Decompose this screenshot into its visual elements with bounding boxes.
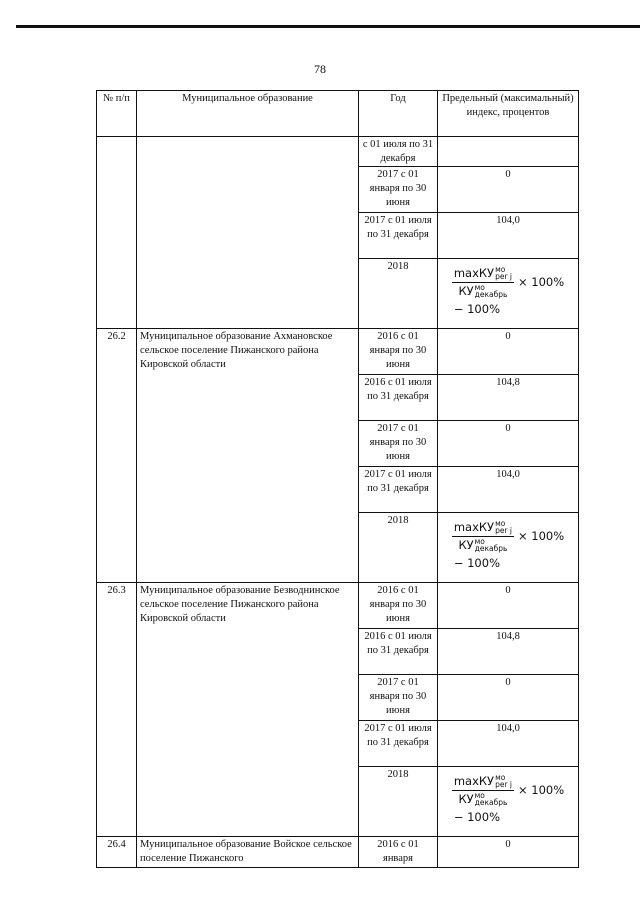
- municipality-name: Муниципальное образование Войское сельское поселение Пижанского: [137, 837, 359, 867]
- entity-number: 26.3: [97, 583, 137, 837]
- top-rule: [16, 25, 640, 28]
- header-num: № п/п: [97, 91, 137, 137]
- index-formula: maxКУ мо per j КУ мо декабрь × 100% − 100%: [453, 773, 565, 825]
- table-row: [97, 137, 579, 167]
- year-cell: 2017 с 01 января по 30 июня: [359, 167, 438, 213]
- index-cell: [438, 767, 579, 837]
- table-row: [97, 837, 579, 867]
- index-cell: 104,0: [438, 213, 579, 259]
- index-cell: 0: [438, 421, 579, 467]
- table-body: [97, 137, 579, 868]
- index-cell: [438, 513, 579, 583]
- index-cell: 0: [438, 675, 579, 721]
- year-cell: 2017 с 01 июля по 31 декабря: [359, 721, 438, 767]
- year-cell: 2016 с 01 июля по 31 декабря: [359, 375, 438, 421]
- header-year: Год: [359, 91, 438, 137]
- year-cell: 2017 с 01 июля по 31 декабря: [359, 213, 438, 259]
- municipality-cell-continued: [137, 137, 359, 329]
- index-table: [96, 90, 579, 868]
- year-cell: 2018: [359, 767, 438, 837]
- year-cell: 2017 с 01 января по 30 июня: [359, 675, 438, 721]
- num-cell-continued: [97, 137, 137, 329]
- municipality-name: Муниципальное образование Ахмановское сельское поселение Пижанского района Кировской области: [137, 329, 359, 583]
- entity-number: 26.4: [97, 837, 137, 867]
- year-cell: с 01 июля по 31 декабря: [359, 137, 438, 167]
- index-cell: 0: [438, 329, 579, 375]
- year-cell: 2017 с 01 июля по 31 декабря: [359, 467, 438, 513]
- page-number: 78: [314, 62, 326, 76]
- entity-number: 26.2: [97, 329, 137, 583]
- municipality-name: Муниципальное образование Безводнинское сельское поселение Пижанского района Кировской области: [137, 583, 359, 837]
- year-cell: 2016 с 01 января: [359, 837, 438, 867]
- year-cell: 2016 с 01 января по 30 июня: [359, 329, 438, 375]
- index-cell: 104,0: [438, 721, 579, 767]
- index-cell: [438, 259, 579, 329]
- header-index: Предельный (максимальный) индекс, процентов: [438, 91, 579, 137]
- index-cell: [438, 137, 579, 167]
- index-cell: 0: [438, 837, 579, 867]
- table-row: [97, 329, 579, 375]
- index-cell: 104,8: [438, 375, 579, 421]
- index-formula: maxКУ мо per j КУ мо декабрь × 100% − 100%: [453, 265, 565, 317]
- table-row: [97, 583, 579, 629]
- index-cell: 0: [438, 583, 579, 629]
- index-cell: 104,8: [438, 629, 579, 675]
- header-municipality: Муниципальное образование: [137, 91, 359, 137]
- year-cell: 2016 с 01 января по 30 июня: [359, 583, 438, 629]
- year-cell: 2018: [359, 259, 438, 329]
- index-formula: maxКУ мо per j КУ мо декабрь × 100% − 100%: [453, 519, 565, 571]
- year-cell: 2017 с 01 января по 30 июня: [359, 421, 438, 467]
- index-cell: 0: [438, 167, 579, 213]
- year-cell: 2016 с 01 июля по 31 декабря: [359, 629, 438, 675]
- year-cell: 2018: [359, 513, 438, 583]
- index-cell: 104,0: [438, 467, 579, 513]
